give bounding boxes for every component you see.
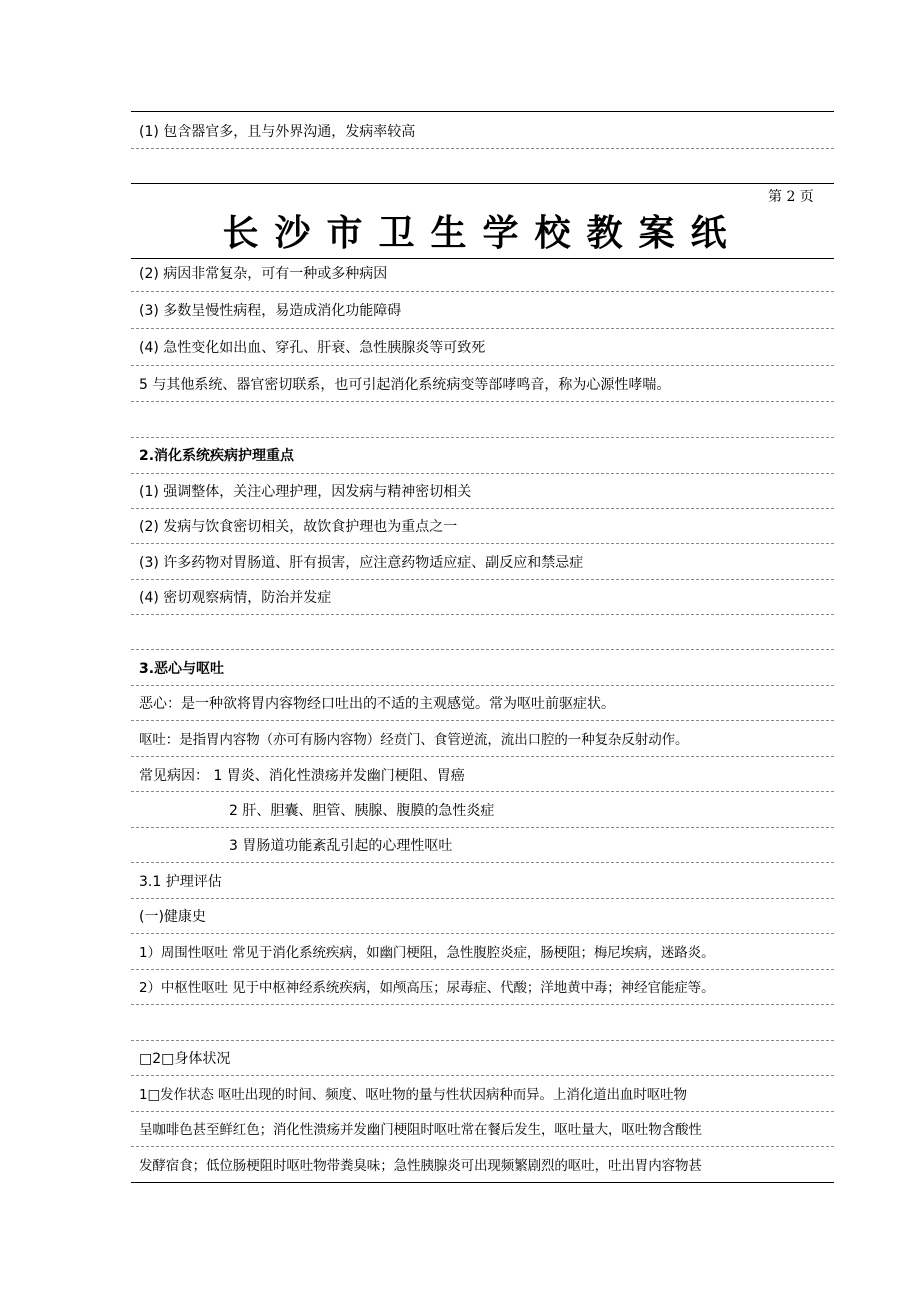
paragraph-line: 1□发作状态 呕吐出现的时间、频度、呕吐物的量与性状因病种而异。上消化道出血时呕吐物 — [139, 1087, 687, 1103]
dashed-rule — [131, 365, 834, 366]
list-item: (2) 发病与饮食密切相关，故饮食护理也为重点之一 — [139, 519, 458, 535]
vomiting-definition: 呕吐：是指胃内容物（亦可有肠内容物）经贲门、食管逆流，流出口腔的一种复杂反射动作。 — [139, 732, 689, 748]
nausea-definition: 恶心：是一种欲将胃内容物经口吐出的不适的主观感觉。常为呕吐前驱症状。 — [139, 696, 615, 712]
dashed-rule — [131, 291, 834, 292]
dashed-rule — [131, 473, 834, 474]
page-title: 长沙市卫生学校教案纸 — [222, 212, 743, 254]
cause-item: 2 肝、胆囊、胆管、胰腺、腹膜的急性炎症 — [229, 803, 495, 819]
list-item: (3) 许多药物对胃肠道、肝有损害，应注意药物适应症、副反应和禁忌症 — [139, 555, 584, 571]
dashed-rule — [131, 1146, 834, 1147]
dashed-rule — [131, 1040, 834, 1041]
fragment-line: (1) 包含器官多，且与外界沟通，发病率较高 — [139, 124, 416, 140]
dashed-rule — [131, 720, 834, 721]
dashed-rule — [131, 827, 834, 828]
history-item: 2）中枢性呕吐 见于中枢神经系统疾病，如颅高压；尿毒症、代酸；洋地黄中毒；神经官能症等。 — [139, 980, 715, 996]
dashed-rule — [131, 508, 834, 509]
subsection-heading: 3.1 护理评估 — [139, 874, 222, 890]
dashed-rule — [131, 1111, 834, 1112]
dashed-rule — [131, 1004, 834, 1005]
page-number: 第 2 页 — [768, 189, 814, 205]
dashed-rule — [131, 437, 834, 438]
list-item: (3) 多数呈慢性病程，易造成消化功能障碍 — [139, 303, 402, 319]
cause-item: 1 胃炎、消化性溃疡并发幽门梗阻、胃癌 — [213, 768, 465, 784]
dashed-rule — [131, 328, 834, 329]
bottom-rule — [131, 1182, 834, 1183]
list-item: (4) 密切观察病情，防治并发症 — [139, 590, 332, 606]
subsection-heading: □2□身体状况 — [139, 1051, 231, 1067]
causes-label: 常见病因： — [139, 768, 209, 784]
list-item: (4) 急性变化如出血、穿孔、肝衰、急性胰腺炎等可致死 — [139, 340, 486, 356]
dashed-rule — [131, 649, 834, 650]
causes-line — [139, 761, 465, 791]
dashed-rule — [131, 614, 834, 615]
dashed-rule — [131, 933, 834, 934]
list-item: 5 与其他系统、器官密切联系，也可引起消化系统病变等部哮鸣音，称为心源性哮喘。 — [139, 377, 671, 393]
dashed-rule — [131, 898, 834, 899]
list-item: (1) 强调整体，关注心理护理，因发病与精神密切相关 — [139, 484, 472, 500]
dashed-rule — [131, 1075, 834, 1076]
paragraph-line: 发酵宿食；低位肠梗阻时呕吐物带粪臭味；急性胰腺炎可出现频繁剧烈的呕吐，吐出胃内容物甚 — [139, 1158, 702, 1174]
dashed-rule — [131, 791, 834, 792]
dashed-rule — [131, 401, 834, 402]
dashed-rule — [131, 148, 834, 149]
dashed-rule — [131, 969, 834, 970]
dashed-rule — [131, 685, 834, 686]
section-heading: 2.消化系统疾病护理重点 — [139, 448, 295, 464]
dashed-rule — [131, 543, 834, 544]
paragraph-line: 呈咖啡色甚至鲜红色；消化性溃疡并发幽门梗阻时呕吐常在餐后发生，呕吐量大，呕吐物含酸性 — [139, 1122, 702, 1138]
dashed-rule — [131, 862, 834, 863]
header-rule — [131, 183, 834, 184]
dashed-rule — [131, 579, 834, 580]
cause-item: 3 胃肠道功能紊乱引起的心理性呕吐 — [229, 838, 453, 854]
history-item: 1）周围性呕吐 常见于消化系统疾病，如幽门梗阻，急性腹腔炎症，肠梗阻；梅尼埃病，迷路炎。 — [139, 945, 715, 961]
subsection-heading: (一)健康史 — [139, 909, 206, 925]
list-item: (2) 病因非常复杂，可有一种或多种病因 — [139, 266, 388, 282]
section-heading: 3.恶心与呕吐 — [139, 661, 225, 677]
top-rule — [131, 111, 834, 112]
dashed-rule — [131, 756, 834, 757]
